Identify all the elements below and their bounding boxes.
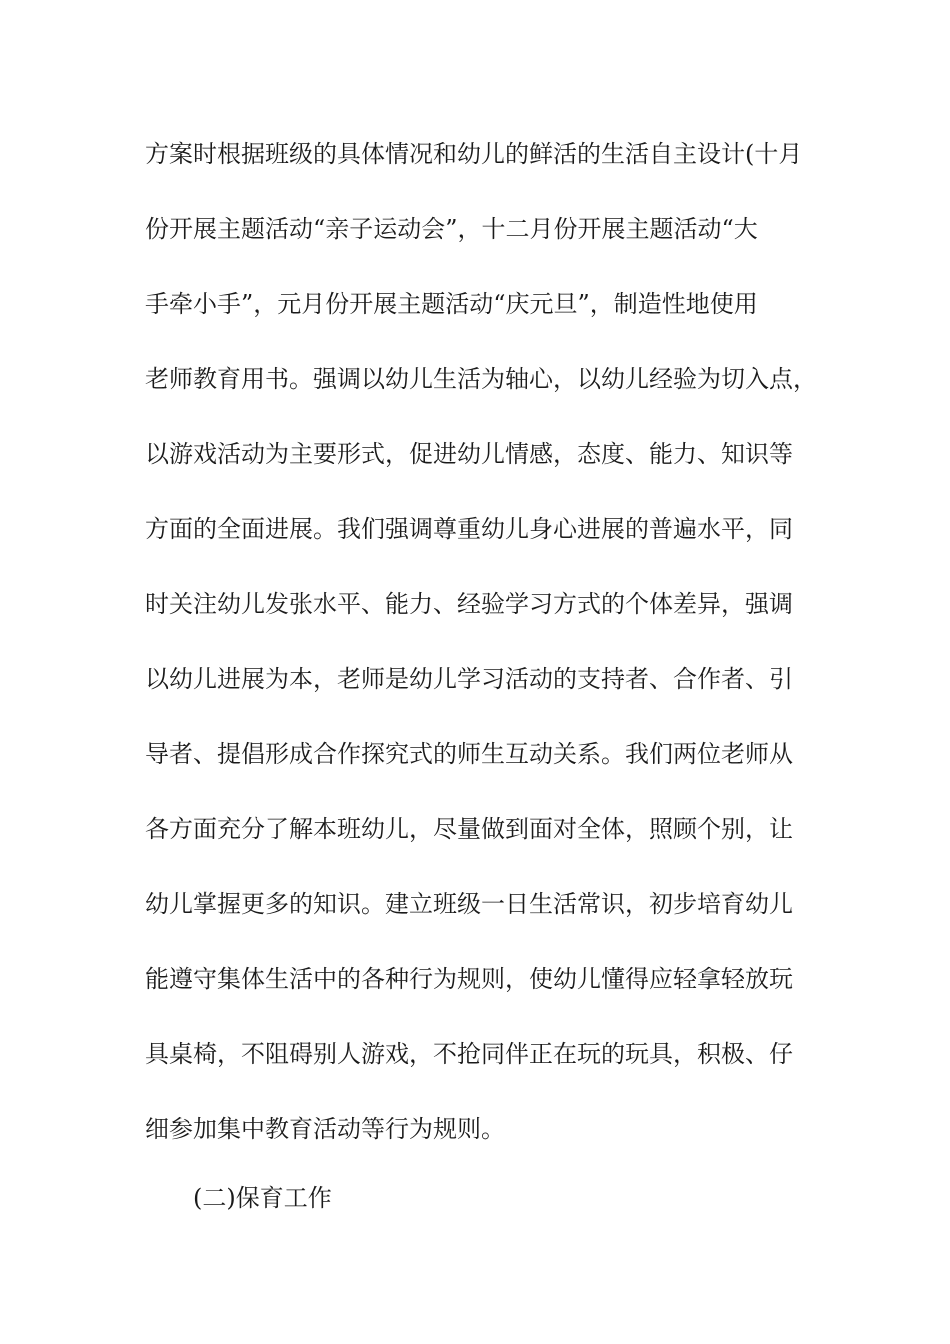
paragraph-line-4: 老师教育用书。强调以幼儿生活为轴心，以幼儿经验为切入点， <box>145 365 817 393</box>
section-heading: (二)保育工作 <box>193 1184 332 1212</box>
paragraph-line-1: 方案时根据班级的具体情况和幼儿的鲜活的生活自主设计(十月 <box>145 140 803 168</box>
paragraph-line-8: 以幼儿进展为本，老师是幼儿学习活动的支持者、合作者、引 <box>145 665 793 693</box>
paragraph-line-12: 能遵守集体生活中的各种行为规则，使幼儿懂得应轻拿轻放玩 <box>145 965 793 993</box>
paragraph-line-2: 份开展主题活动“亲子运动会”，十二月份开展主题活动“大 <box>145 215 758 243</box>
paragraph-line-10: 各方面充分了解本班幼儿，尽量做到面对全体，照顾个别，让 <box>145 815 793 843</box>
paragraph-line-11: 幼儿掌握更多的知识。建立班级一日生活常识，初步培育幼儿 <box>145 890 793 918</box>
paragraph-line-7: 时关注幼儿发张水平、能力、经验学习方式的个体差异，强调 <box>145 590 793 618</box>
paragraph-line-13: 具桌椅，不阻碍别人游戏，不抢同伴正在玩的玩具，积极、仔 <box>145 1040 793 1068</box>
paragraph-line-14: 细参加集中教育活动等行为规则。 <box>145 1115 505 1143</box>
paragraph-line-5: 以游戏活动为主要形式，促进幼儿情感，态度、能力、知识等 <box>145 440 793 468</box>
paragraph-line-3: 手牵小手”，元月份开展主题活动“庆元旦”，制造性地使用 <box>145 290 758 318</box>
paragraph-line-9: 导者、提倡形成合作探究式的师生互动关系。我们两位老师从 <box>145 740 793 768</box>
paragraph-line-6: 方面的全面进展。我们强调尊重幼儿身心进展的普遍水平，同 <box>145 515 793 543</box>
